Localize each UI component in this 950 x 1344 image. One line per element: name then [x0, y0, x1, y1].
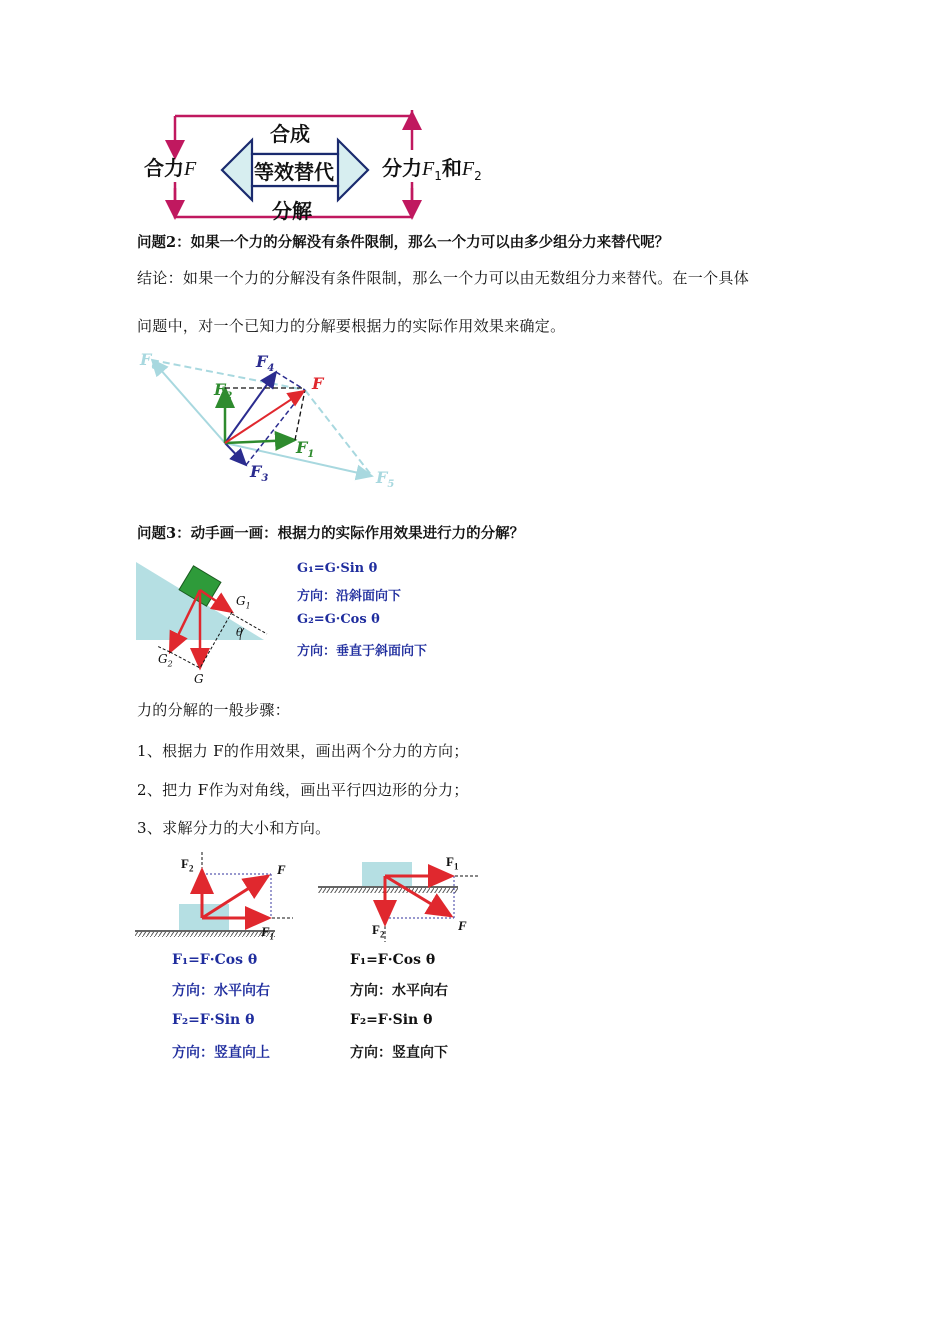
question-2: 问题2：如果一个力的分解没有条件限制，那么一个力可以由多少组分力来替代呢？ [137, 234, 670, 251]
left-dir-1: 方向：水平向右 [172, 983, 270, 999]
decomposition-label: 分解 [272, 199, 312, 223]
synthesis-label: 合成 [270, 122, 310, 146]
right-label-f: F [458, 918, 467, 933]
left-dir-2: 方向：竖直向上 [172, 1045, 270, 1061]
left-formula-1: F₁=F·Cos θ [172, 952, 258, 968]
step-1: 1、根据力 F的作用效果，画出两个分力的方向； [137, 742, 469, 760]
conclusion-line-2: 问题中，对一个已知力的分解要根据力的实际作用效果来确定。 [137, 317, 566, 335]
resultant-force-label: 合力F [144, 156, 197, 180]
equivalent-substitution-label: 等效替代 [254, 160, 334, 184]
question-3: 问题3：动手画一画：根据力的实际作用效果进行力的分解？ [137, 525, 525, 542]
force-decomposition-diagram [130, 350, 410, 495]
conclusion-line-1: 结论：如果一个力的分解没有条件限制，那么一个力可以由无数组分力来替代。在一个具体 [137, 269, 750, 287]
left-label-f: F [277, 862, 286, 877]
incline-dir-1: 方向：沿斜面向下 [297, 589, 402, 604]
steps-title: 力的分解的一般步骤： [137, 701, 291, 719]
box-diagram-right [318, 852, 488, 947]
incline-dir-2: 方向：垂直于斜面向下 [297, 644, 428, 659]
left-formula-2: F₂=F·Sin θ [172, 1012, 255, 1028]
left-label-f2: $F_2$ [181, 856, 194, 874]
equivalence-diagram [130, 110, 510, 225]
right-label-f1: $F_1$ [446, 854, 459, 872]
right-dir-2: 方向：竖直向下 [350, 1045, 448, 1061]
right-formula-1: F₁=F·Cos θ [350, 952, 436, 968]
step-2: 2、把力 F作为对角线，画出平行四边形的分力； [137, 781, 469, 799]
incline-diagram [132, 556, 277, 686]
right-label-f2: $F_2$ [372, 922, 385, 940]
label-theta: θ [236, 626, 243, 639]
label-f1: $F_1$ [296, 438, 315, 461]
label-g1: $G_1$ [236, 594, 251, 611]
box-diagram-left [135, 852, 305, 947]
label-f4: $F_4$ [256, 352, 275, 375]
incline-formula-2: G₂=G·Cos θ [297, 612, 380, 627]
right-dir-1: 方向：水平向右 [350, 983, 448, 999]
label-f3: $F_3$ [250, 462, 269, 485]
label-g2: $G_2$ [158, 652, 173, 669]
label-f2: $F_2$ [214, 380, 233, 403]
label-f6: $F_6$ [140, 350, 159, 373]
component-forces-label: 分力$F_1$和$F_2$ [382, 156, 482, 183]
right-formula-2: F₂=F·Sin θ [350, 1012, 433, 1028]
step-3: 3、求解分力的大小和方向。 [137, 819, 331, 837]
label-f5: $F_5$ [376, 468, 395, 491]
label-g: G [194, 672, 204, 686]
incline-formula-1: G₁=G·Sin θ [297, 561, 378, 576]
left-label-f1: $F_1$ [261, 924, 275, 942]
label-f: F [312, 374, 324, 393]
